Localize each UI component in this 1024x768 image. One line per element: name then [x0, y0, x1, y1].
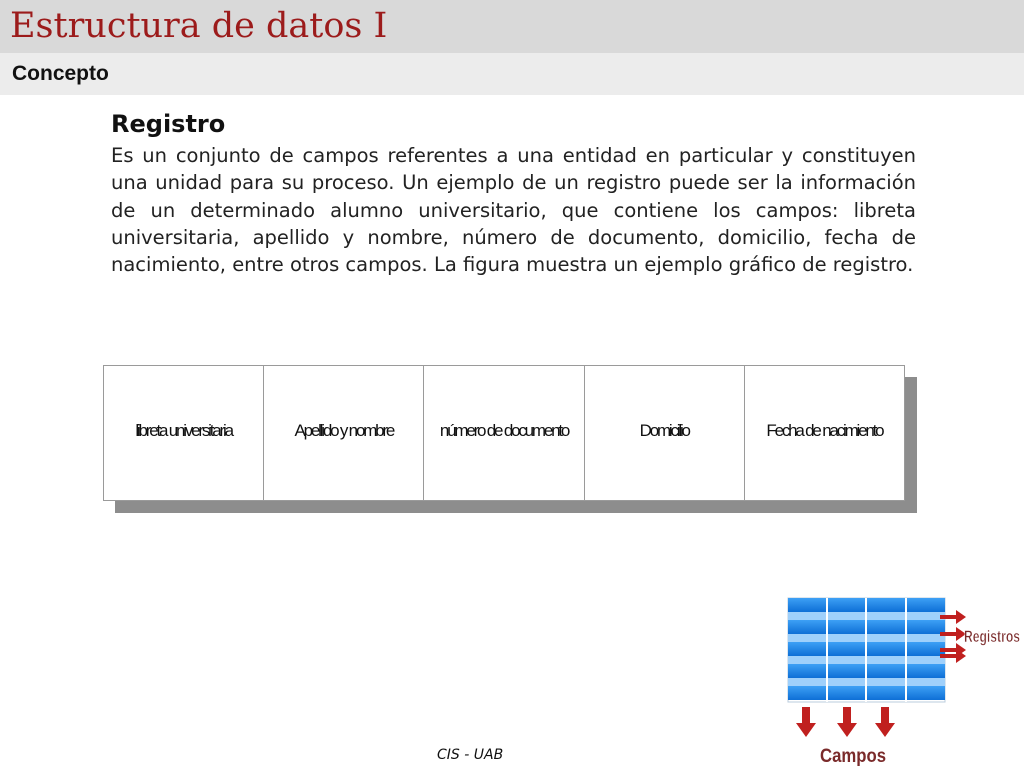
slide-subtitle: Concepto	[12, 62, 109, 85]
record-row	[103, 365, 905, 501]
registros-label: Registros	[964, 627, 1020, 646]
section-heading: Registro	[111, 110, 226, 138]
record-field-fecha: Fecha de nacimiento	[766, 421, 883, 440]
record-field-apellido: Apellido y nombre	[264, 366, 424, 500]
registros-campos-diagram	[780, 590, 1024, 768]
slide-title: Estructura de datos I	[10, 6, 388, 46]
record-field-domicilio: Domicilio	[585, 366, 745, 500]
record-field-libreta: libreta universitaria	[104, 366, 264, 500]
subtitle-bar	[0, 53, 1024, 95]
title-bar	[0, 0, 1024, 53]
record-example-figure	[103, 365, 905, 501]
footer-text: CIS - UAB	[437, 747, 504, 763]
campos-label: Campos	[820, 746, 886, 767]
grid-table	[788, 598, 945, 702]
definition-paragraph: Es un conjunto de campos referentes a una entidad en particular y constituyen una unidad para su proceso. Un ejemplo de un registro puede ser la información de un determinado alumno universitario, que contiene los campos: libreta universitaria, apellido y nombre, número de documento, domicilio, fecha de nacimiento, entre otros campos. La figura muestra un ejemplo gráfico de registro.	[111, 144, 916, 277]
record-field-documento: número de documento	[424, 366, 584, 500]
campos-arrows	[796, 707, 895, 737]
